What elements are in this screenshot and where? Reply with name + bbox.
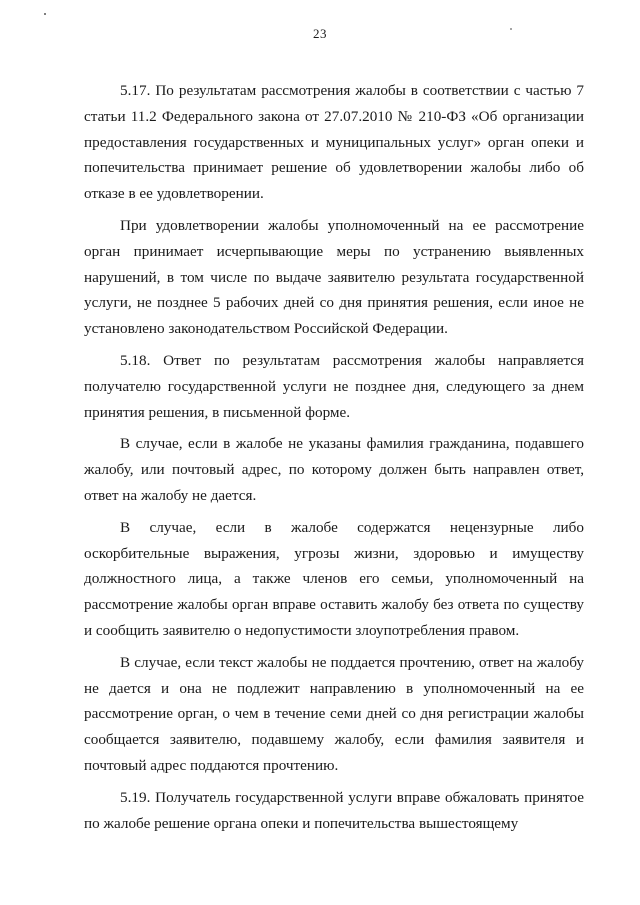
paragraph-5-17: 5.17. По результатам рассмотрения жалобы в соответствии с частью 7 статьи 11.2 Федерального закона от 27.07.2010 № 210-ФЗ «Об организации предоставления государственных и муниципальных услуг» орган опеки и попечительства принимает решение об удовлетворении жалобы либо об отказе в ее удовлетворении. <box>84 82 584 203</box>
scan-speck <box>44 13 46 15</box>
paragraph-offensive-language: В случае, если в жалобе содержатся нецензурные либо оскорбительные выражения, угрозы жизни, здоровью и имуществу должностного лица, а также членов его семьи, уполномоченный на рассмотрение жалобы орган вправе оставить жалобу без ответа по существу и сообщить заявителю о недопустимости злоупотребления правом. <box>84 518 584 639</box>
paragraph-5-18: 5.18. Ответ по результатам рассмотрения жалобы направляется получателю государственной услуги не позднее дня, следующего за днем принятия решения, в письменной форме. <box>84 351 584 421</box>
paragraph-5-19: 5.19. Получатель государственной услуги вправе обжаловать принятое по жалобе решение органа опеки и попечительства вышестоящему <box>84 788 584 832</box>
paragraph-satisfaction-measures: При удовлетворении жалобы уполномоченный на ее рассмотрение орган принимает исчерпывающие меры по устранению выявленных нарушений, в том числе по выдаче заявителю результата государственной услуги, не позднее 5 рабочих дней со дня принятия решения, если иное не установлено законодательством Российской Федерации. <box>84 216 584 338</box>
page-number: 23 <box>313 26 327 41</box>
paragraph-no-surname: В случае, если в жалобе не указаны фамилия гражданина, подавшего жалобу, или почтовый адрес, по которому должен быть направлен ответ, ответ на жалобу не дается. <box>84 435 584 504</box>
document-body <box>84 78 584 842</box>
paragraph-unreadable-text: В случае, если текст жалобы не поддается прочтению, ответ на жалобу не дается и она не подлежит направлению в уполномоченный на ее рассмотрение орган, о чем в течение семи дней со дня регистрации жалобы сообщается заявителю, подавшему жалобу, если фамилия заявителя и почтовый адрес поддаются прочтению. <box>84 653 584 774</box>
scan-speck <box>510 28 512 30</box>
